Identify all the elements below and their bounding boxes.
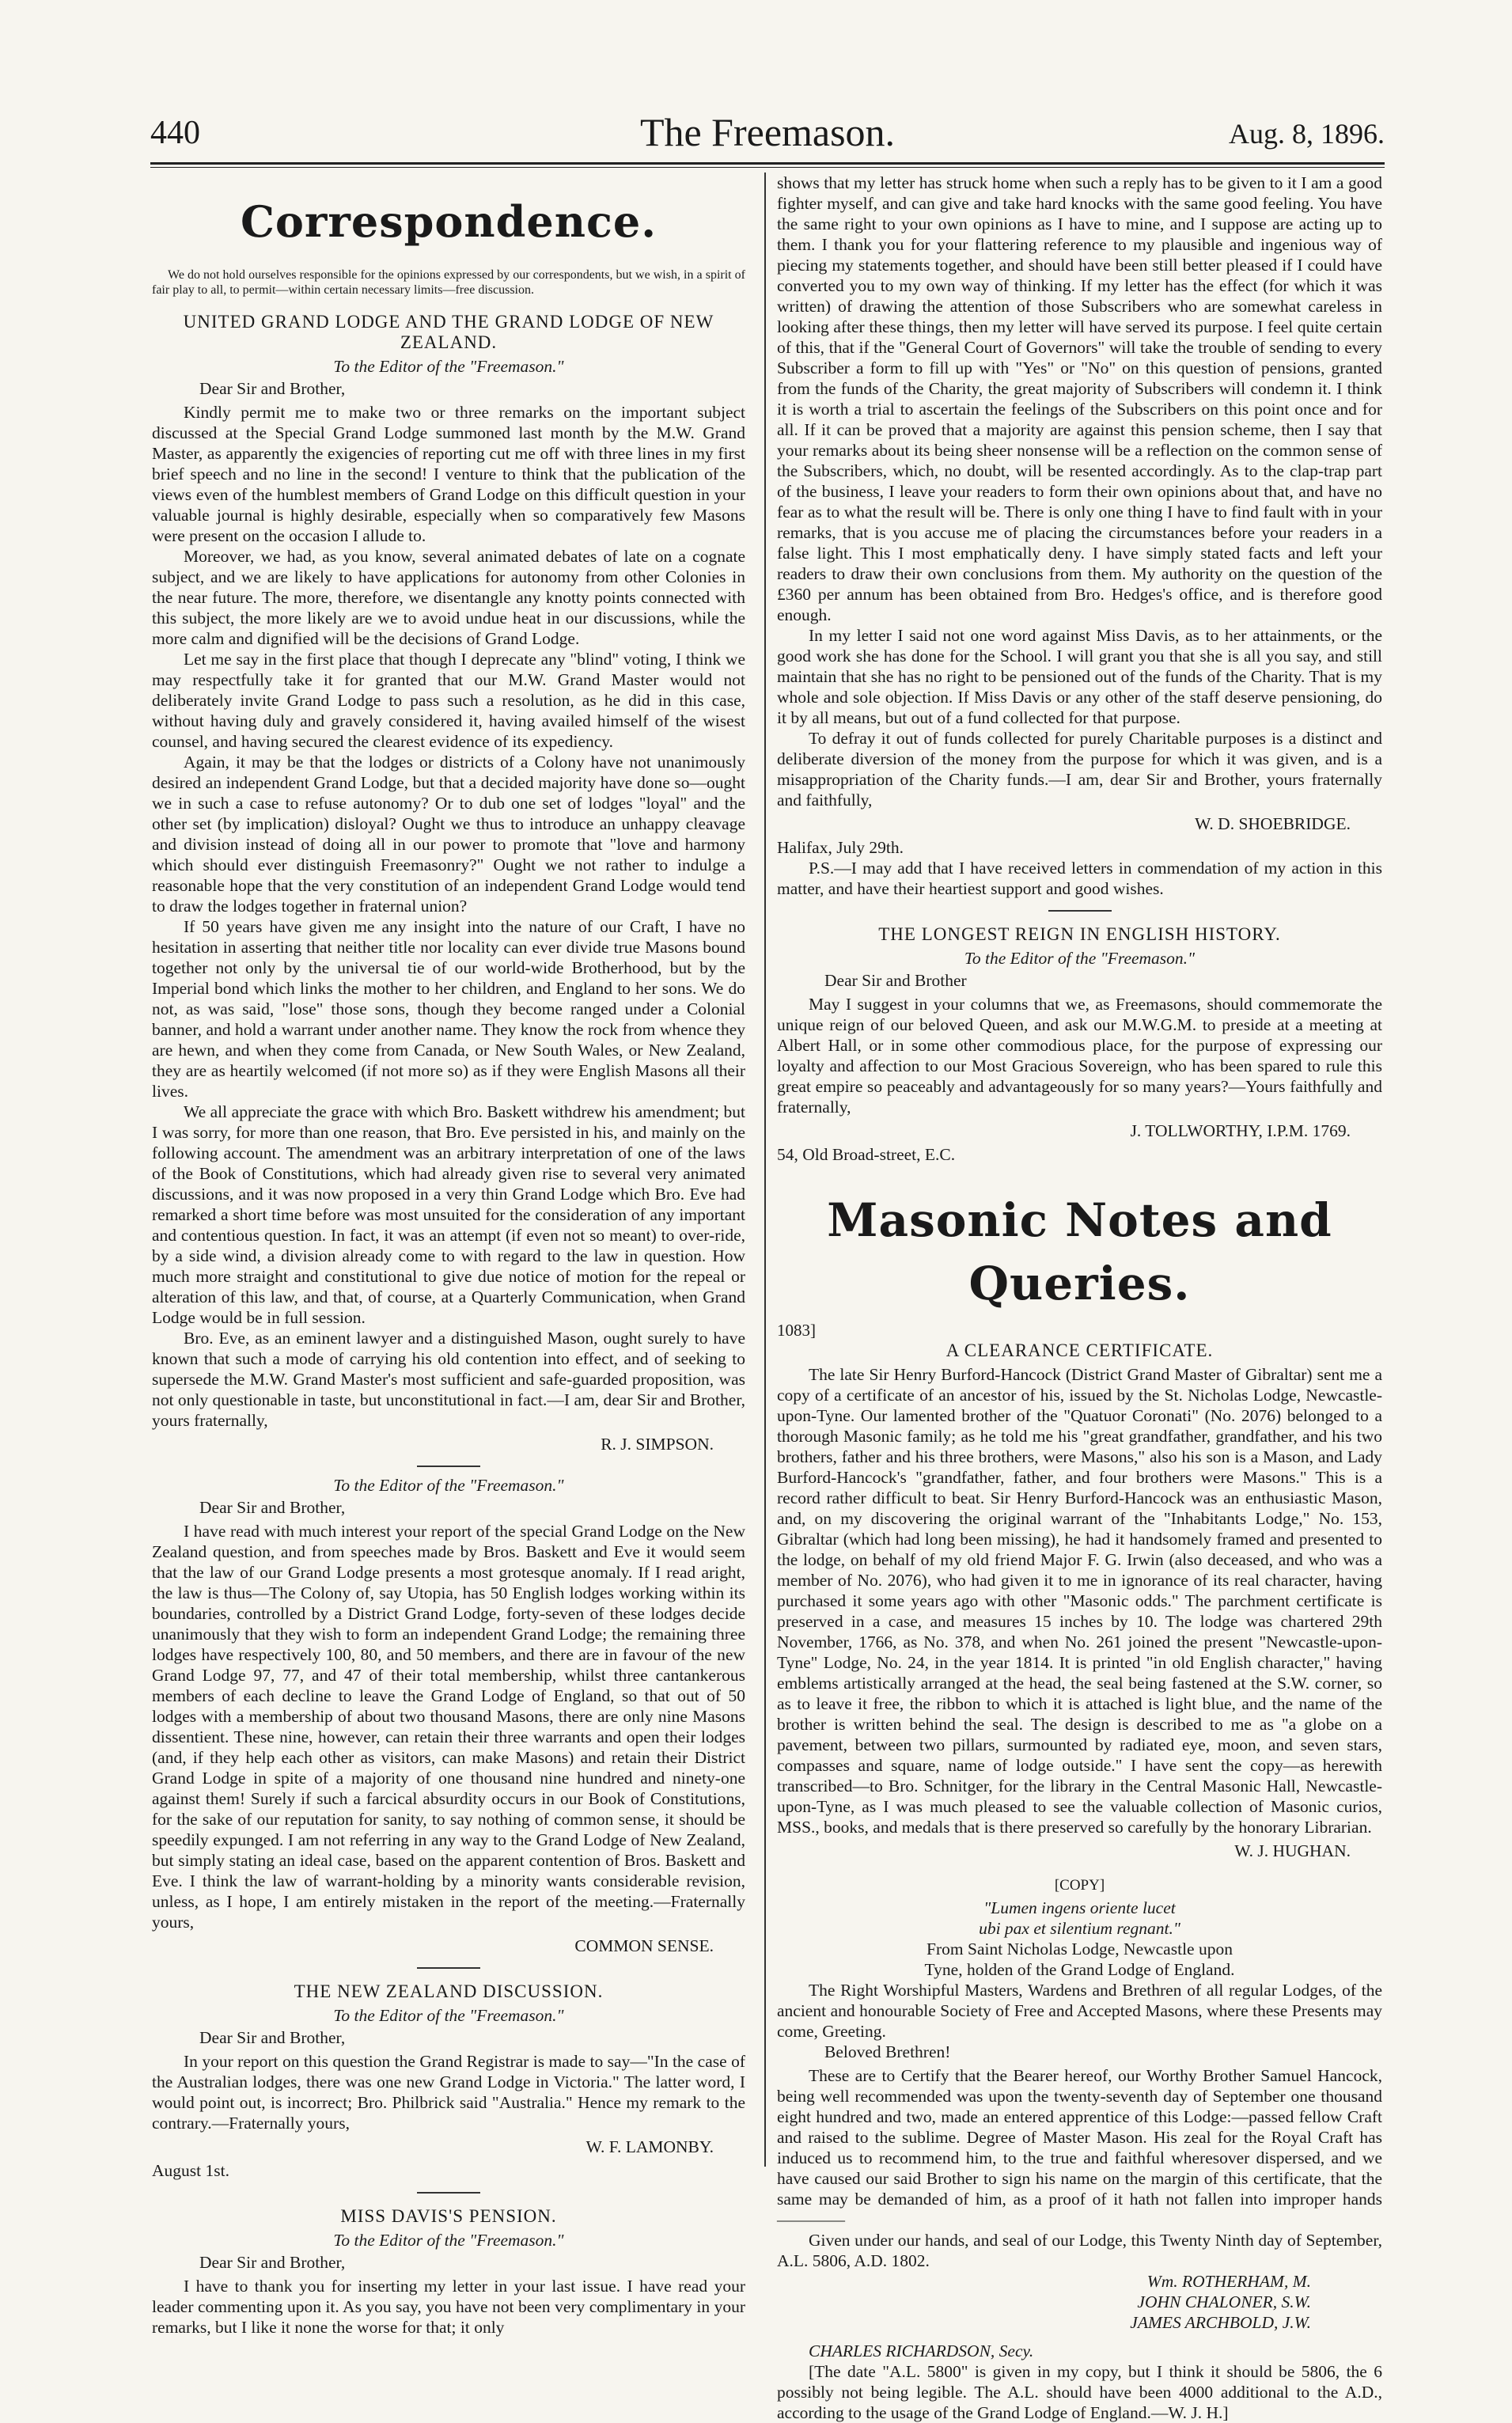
paragraph: Kindly permit me to make two or three remarks on the important subject discussed at the Special Grand Lodge summoned last month by the M.W. Grand Master, as apparently the exigencies of reporting cut me off with three lines in my first brief speech and no line in the second! I venture to think that the publication of the views even of the humblest members of Grand Lodge on this difficult question in your valuable journal is highly desirable, especially when so comparatively few Masons were present on the occasion I allude to. xyxy=(152,403,745,545)
to-editor-line: To the Editor of the "Freemason." xyxy=(964,949,1196,968)
letter-common-sense xyxy=(152,1475,745,1956)
to-editor-line: To the Editor of the "Freemason." xyxy=(333,357,564,376)
certificate-salutation: Beloved Brethren! xyxy=(824,2042,951,2061)
editorial-disclaimer: We do not hold ourselves responsible for the opinions expressed by our correspondents, but we wish, in a spirit of fair play to all, to permit—within certain necessary limits—free discussion. xyxy=(152,268,745,297)
signature: COMMON SENSE. xyxy=(574,1936,714,1955)
issue-date: Aug. 8, 1896. xyxy=(1229,118,1385,150)
letter-heading: UNITED GRAND LODGE AND THE GRAND LODGE OF NEW ZEALAND. xyxy=(183,312,714,352)
signer: Wm. ROTHERHAM, M. xyxy=(1146,2272,1311,2291)
paragraph: Let me say in the first place that though I deprecate any "blind" voting, I think we may respectfully take it for granted that our M.W. Grand Master would not deliberately invite Grand Lodge to pass such a resolution, as he did in this case, without having duly and gravely considered it, having availed himself of the wisest counsel, and having secured the clearest evidence of its expediency. xyxy=(152,650,745,751)
right-column xyxy=(777,173,1382,2423)
paragraph: We all appreciate the grace with which Bro. Baskett withdrew his amendment; but I was sorry, for more than one reason, that Bro. Eve persisted in his, and mainly on the following account. The amendment was an arbitrary interpretation of one of the laws of the Book of Constitutions, which had already given rise to several very animated discussions, and it was now proposed in a very thin Grand Lodge which Bro. Eve had remarked a short time before was most unsuited for the consideration of any important and contentious question. In fact, it was an attempt (if even not so meant) to over-ride, by a side wind, a division already come to with regard to the law in question. How much more straight and constitutional to give due notice of motion for the repeal or alteration of this law, and that, of course, at a Quarterly Communication, when Grand Lodge would be in full session. xyxy=(152,1102,745,1327)
masthead-rule-thin xyxy=(150,167,1385,168)
section-rule xyxy=(417,1466,480,1467)
certificate-given: Given under our hands, and seal of our Lodge, this Twenty Ninth day of September, A.L. 5806, A.D. 1802. xyxy=(777,2231,1382,2270)
section-rule xyxy=(1048,910,1112,912)
section-rule xyxy=(417,2192,480,2194)
postscript: P.S.—I may add that I have received letters in commendation of my action in this matter, and have their heartiest support and good wishes. xyxy=(777,859,1382,898)
letter-longest-reign xyxy=(777,924,1382,1165)
paragraph: May I suggest in your columns that we, as Freemasons, should commemorate the unique reign of our beloved Queen, and ask our M.W.G.M. to preside at a meeting at Albert Hall, or in some other commodious place, for the purpose of expressing our loyalty and affection to our Most Gracious Sovereign, who has been spared to rule this great empire so peaceably and advantageously for so many years?—Yours faithfully and fraternally, xyxy=(777,995,1382,1117)
paragraph: In your report on this question the Grand Registrar is made to say—"In the case of the Australian lodges, there was one new Grand Lodge in Victoria." The latter word, I would point out, is incorrect; Bro. Philbrick said "Australia." Hence my remark to the contrary.—Fraternally yours, xyxy=(152,2052,745,2133)
letter-heading: THE LONGEST REIGN IN ENGLISH HISTORY. xyxy=(878,924,1281,944)
latin-motto-line: ubi pax et silentium regnant." xyxy=(979,1919,1180,1938)
paragraph: Moreover, we had, as you know, several animated debates of late on a cognate subject, and we are likely to have applications for autonomy from other Colonies in the near future. The more, therefore, we disentangle any knotty points connected with this subject, the more likely are we to avoid undue heat in our discussions, while the more calm and dignified will be the decisions of Grand Lodge. xyxy=(152,547,745,648)
paragraph: The late Sir Henry Burford-Hancock (District Grand Master of Gibraltar) sent me a copy of a certificate of an ancestor of his, issued by the St. Nicholas Lodge, Newcastle-upon-Tyne. Our lamented brother of the "Quatuor Coronati" (No. 2076) belonged to a thorough Masonic family; as he told me his "great grandfather, grandfather, and his two brothers, father and his three brothers, were Masons," also his son is a Mason, and Lady Burford-Hancock's "grandfather, father, and four brothers were Masons." This is a record rather difficult to beat. Sir Henry Burford-Hancock was an enthusiastic Mason, and, on my discovering the original warrant of the "Inhabitants Lodge," No. 153, Gibraltar (which had long been missing), he had it handsomely framed and presented to the lodge, on behalf of my old friend Major F. G. Irwin (also deceased, and who was a member of No. 2076), who had given it to me in ignorance of its real character, having purchased it some years ago with other "Masonic odds." The parchment certificate is preserved in a case, and measures 15 inches by 10. The lodge was chartered 29th November, 1766, as No. 378, and when No. 261 joined the present "Newcastle-upon-Tyne" Lodge, No. 24, in the year 1814. It is printed "in old English character," having emblems artistically arranged at the head, the seal being fastened at the S.W. corner, so as to leave it free, the ribbon to which it is attached is light blue, and the name of the brother is written behind the seal. The design is described to me as "a globe on a pavement, between two pillars, surmounted by radiated eye, moon, and seven stars, compasses and square, name of lodge outside." I have sent the copy—as herewith transcribed—to Bro. Schnitger, for the library in the Central Masonic Hall, Newcastle-upon-Tyne, as I was much pleased to see the valuable collection of Masonic curios, MSS., books, and medals that is there preserved so carefully by the honorary Librarian. xyxy=(777,1365,1382,1837)
dateline: August 1st. xyxy=(152,2161,229,2180)
page-number: 440 xyxy=(150,115,200,151)
masthead xyxy=(150,109,1385,157)
salutation: Dear Sir and Brother, xyxy=(199,1498,346,1517)
signature: R. J. SIMPSON. xyxy=(601,1435,714,1454)
salutation: Dear Sir and Brother, xyxy=(199,2253,346,2272)
correspondence-heading: Correspondence. xyxy=(240,196,657,247)
lodge-origin-line: Tyne, holden of the Grand Lodge of England. xyxy=(924,1960,1235,1979)
letter-heading: MISS DAVIS'S PENSION. xyxy=(340,2206,557,2226)
address: 54, Old Broad-street, E.C. xyxy=(777,1145,956,1164)
query-number: 1083] xyxy=(777,1321,816,1340)
letter-miss-davis-pension xyxy=(152,2206,745,2338)
masthead-rule xyxy=(150,162,1385,165)
query-heading: A CLEARANCE CERTIFICATE. xyxy=(945,1340,1214,1360)
certificate-body: These are to Certify that the Bearer hereof, our Worthy Brother Samuel Hancock, being well recommended was upon the twenty-seventh day of September one thousand eight hundred and two, made an entered apprentice of this Lodge:—passed fellow Craft and raised to the sublime. Degree of Master Mason. His zeal for the Royal Craft has induced us to recommend him, to the true and faithful wheresover dispersed, and we have caused our said Brother to sign his name on the margin of this certificate, that the same may be demanded of him, as a proof of it hath not fallen into improper hands———— xyxy=(777,2066,1382,2229)
notes-queries-heading: Masonic Notes and Queries. xyxy=(827,1193,1332,1310)
publication-title: The Freemason. xyxy=(639,110,896,154)
dateline: Halifax, July 29th. xyxy=(777,838,904,857)
paragraph: shows that my letter has struck home when such a reply has to be given to it I am a good fighter myself, and can give and take hard knocks with the same good feeling. You have the same right to your own opinions as I have to mine, and I suppose are acting up to them. I thank you for your flattering reference to my plausible and ingenious way of piecing my statements together, and should have been still better pleased if I could have converted you to my own way of thinking. If my letter has the effect (for which it was written) of drawing the attention of those Subscribers who are somewhat careless in looking after these things, then my letter will have served its purpose. I feel quite certain of this, that if the "General Court of Governors" will take the trouble of sending to every Subscriber a form to fill up with "Yes" or "No" on this question of pensions, granted from the funds of the Charity, the great majority of Subscribers will condemn it. I think it is worth a trial to ascertain the feelings of the Subscribers on this point once and for all. If it can be proved that a majority are against this pension scheme, then I say that your remarks about its being sheer nonsense will be a reflection on the common sense of the Subscribers, which, no doubt, will be resented accordingly. As to the clap-trap part of the business, I leave your readers to form their own opinions about that, and have no fear as to what the result will be. There is only one thing I have to find fault with in your remarks, that is you accuse me of placing the circumstances before your readers in a false light. This I most emphatically deny. I have simply stated facts and left your readers to draw their own conclusions from them. My authority on the question of the £360 per annum has been obtained from Bro. Hedges's office, and is therefore good enough. xyxy=(777,173,1382,624)
paragraph: If 50 years have given me any insight into the nature of our Craft, I have no hesitation in asserting that neither title nor locality can ever divide true Masons bound together not only by the universal tie of our world-wide Brotherhood, but by the Imperial bond which links the mother to her children, and England to her sons. We do not, as was said, "lose" those sons, though they become ranged under a Colonial banner, and hold a warrant under another name. They know the rock from whence they are hewn, and when they come from Canada, or New South Wales, or New Zealand, they are as heartily welcomed (if not more so) as if they were English Masons all their lives. xyxy=(152,917,745,1101)
certificate-intro: The Right Worshipful Masters, Wardens and Brethren of all regular Lodges, of the ancient and honourable Society of Free and Accepted Masons, where these Presents may come, Greeting. xyxy=(777,1981,1382,2041)
paragraph: Again, it may be that the lodges or districts of a Colony have not unanimously desired an independent Grand Lodge, but that a decided majority have done so—ought we in such a case to refuse autonomy? Or to dub one set of lodges "loyal" and the other set (by implication) disloyal? Ought we thus to introduce an unhappy cleavage and division instead of doing all in our power to promote that "love and harmony which should ever distinguish Freemasonry?" Ought we not rather to indulge a reasonable hope that the very constitution of an independent Grand Lodge would tend to draw the lodges together in fraternal union? xyxy=(152,753,745,916)
left-column xyxy=(152,173,745,2338)
column-divider xyxy=(764,173,766,2167)
editor-note: [The date "A.L. 5800" is given in my copy, but I think it should be 5806, the 6 possibly not being legible. The A.L. should have been 4000 additional to the A.D., according to the usage of the Grand Lodge of England.—W. J. H.] xyxy=(777,2362,1382,2422)
paragraph: Bro. Eve, as an eminent lawyer and a distinguished Mason, ought surely to have known that such a mode of carrying his old contention into effect, and of seeking to supersede the M.W. Grand Master's most sufficient and safe-guarded proposition, was not only questionable in taste, but unconstitutional in fact.—I am, dear Sir and Brother, yours fraternally, xyxy=(152,1329,745,1430)
signature: J. TOLLWORTHY, I.P.M. 1769. xyxy=(1130,1121,1351,1140)
salutation: Dear Sir and Brother xyxy=(824,971,967,990)
to-editor-line: To the Editor of the "Freemason." xyxy=(333,1476,564,1495)
signer: JOHN CHALONER, S.W. xyxy=(1137,2292,1311,2311)
notes-and-queries-section xyxy=(777,1189,1382,2423)
signature: W. D. SHOEBRIDGE. xyxy=(1195,814,1351,833)
paragraph: To defray it out of funds collected for purely Charitable purposes is a distinct and deliberate diversion of the money from the purpose for which it was given, and is a misappropriation of the Charity funds.—I am, dear Sir and Brother, yours fraternally and faithfully, xyxy=(777,729,1382,810)
letter-new-zealand-discussion xyxy=(152,1981,745,2181)
signature: W. F. LAMONBY. xyxy=(585,2137,714,2156)
signature: W. J. HUGHAN. xyxy=(1234,1841,1351,1860)
paragraph: I have to thank you for inserting my letter in your last issue. I have read your leader commenting upon it. As you say, you have not been very complimentary in your remarks, but I like it none the worse for that; it only xyxy=(152,2277,745,2337)
to-editor-line: To the Editor of the "Freemason." xyxy=(333,2006,564,2025)
signer: JAMES ARCHBOLD, J.W. xyxy=(1130,2313,1311,2332)
letter-heading: THE NEW ZEALAND DISCUSSION. xyxy=(294,1981,604,2001)
salutation: Dear Sir and Brother, xyxy=(199,379,346,398)
to-editor-line: To the Editor of the "Freemason." xyxy=(333,2231,564,2250)
letter-new-zealand-simpson xyxy=(152,312,745,1454)
salutation: Dear Sir and Brother, xyxy=(199,2028,346,2047)
paragraph: I have read with much interest your report of the special Grand Lodge on the New Zealand question, and from speeches made by Bros. Baskett and Eve it would seem that the law of our Grand Lodge presents a most grotesque anomaly. If I read aright, the law is thus—The Colony of, say Utopia, has 50 English lodges working within its boundaries, controlled by a District Grand Lodge, forty-seven of these lodges decide unanimously that they wish to form an independent Grand Lodge; the remaining three lodges have respectively 100, 80, and 50 members, and there are in favour of the new Grand Lodge 97, 77, and 47 of their total membership, whilst three cantankerous members of each decline to leave the Grand Lodge of England, so that out of 50 lodges with a membership of about two thousand Masons, there are only nine Masons dissentient. These nine, however, can retain their three warrants and open their lodges (and, if they help each other as visitors, can make Masons) and retain their District Grand Lodge in spite of a majority of one thousand nine hundred and ninety-one against them! Surely if such a farcical absurdity occurs in our Book of Constitutions, for the sake of our reputation for sanity, to say nothing of common sense, it should be speedily expunged. I am not referring in any way to the Grand Lodge of New Zealand, but simply stating an ideal case, based on the apparent contention of Bros. Baskett and Eve. I think the law of warrant-holding by a minority wants considerable revision, unless, as I hope, I am entirely mistaken in the report of the meeting.—Fraternally yours, xyxy=(152,1522,745,1932)
copy-label: [COPY] xyxy=(1054,1877,1105,1894)
lodge-origin-line: From Saint Nicholas Lodge, Newcastle upon xyxy=(927,1940,1233,1958)
section-rule xyxy=(417,1967,480,1969)
letter-miss-davis-continued xyxy=(777,173,1382,899)
latin-motto-line: "Lumen ingens oriente lucet xyxy=(983,1898,1176,1917)
paragraph: In my letter I said not one word against Miss Davis, as to her attainments, or the good work she has done for the School. I will grant you that she is all you say, and still maintain that she has no right to be pensioned out of the funds of the Charity. That is my whole and sole objection. If Miss Davis or any other of the staff deserve pensioning, do it by all means, but out of a fund collected for that purpose. xyxy=(777,626,1382,727)
secretary: CHARLES RICHARDSON, Secy. xyxy=(809,2341,1034,2360)
